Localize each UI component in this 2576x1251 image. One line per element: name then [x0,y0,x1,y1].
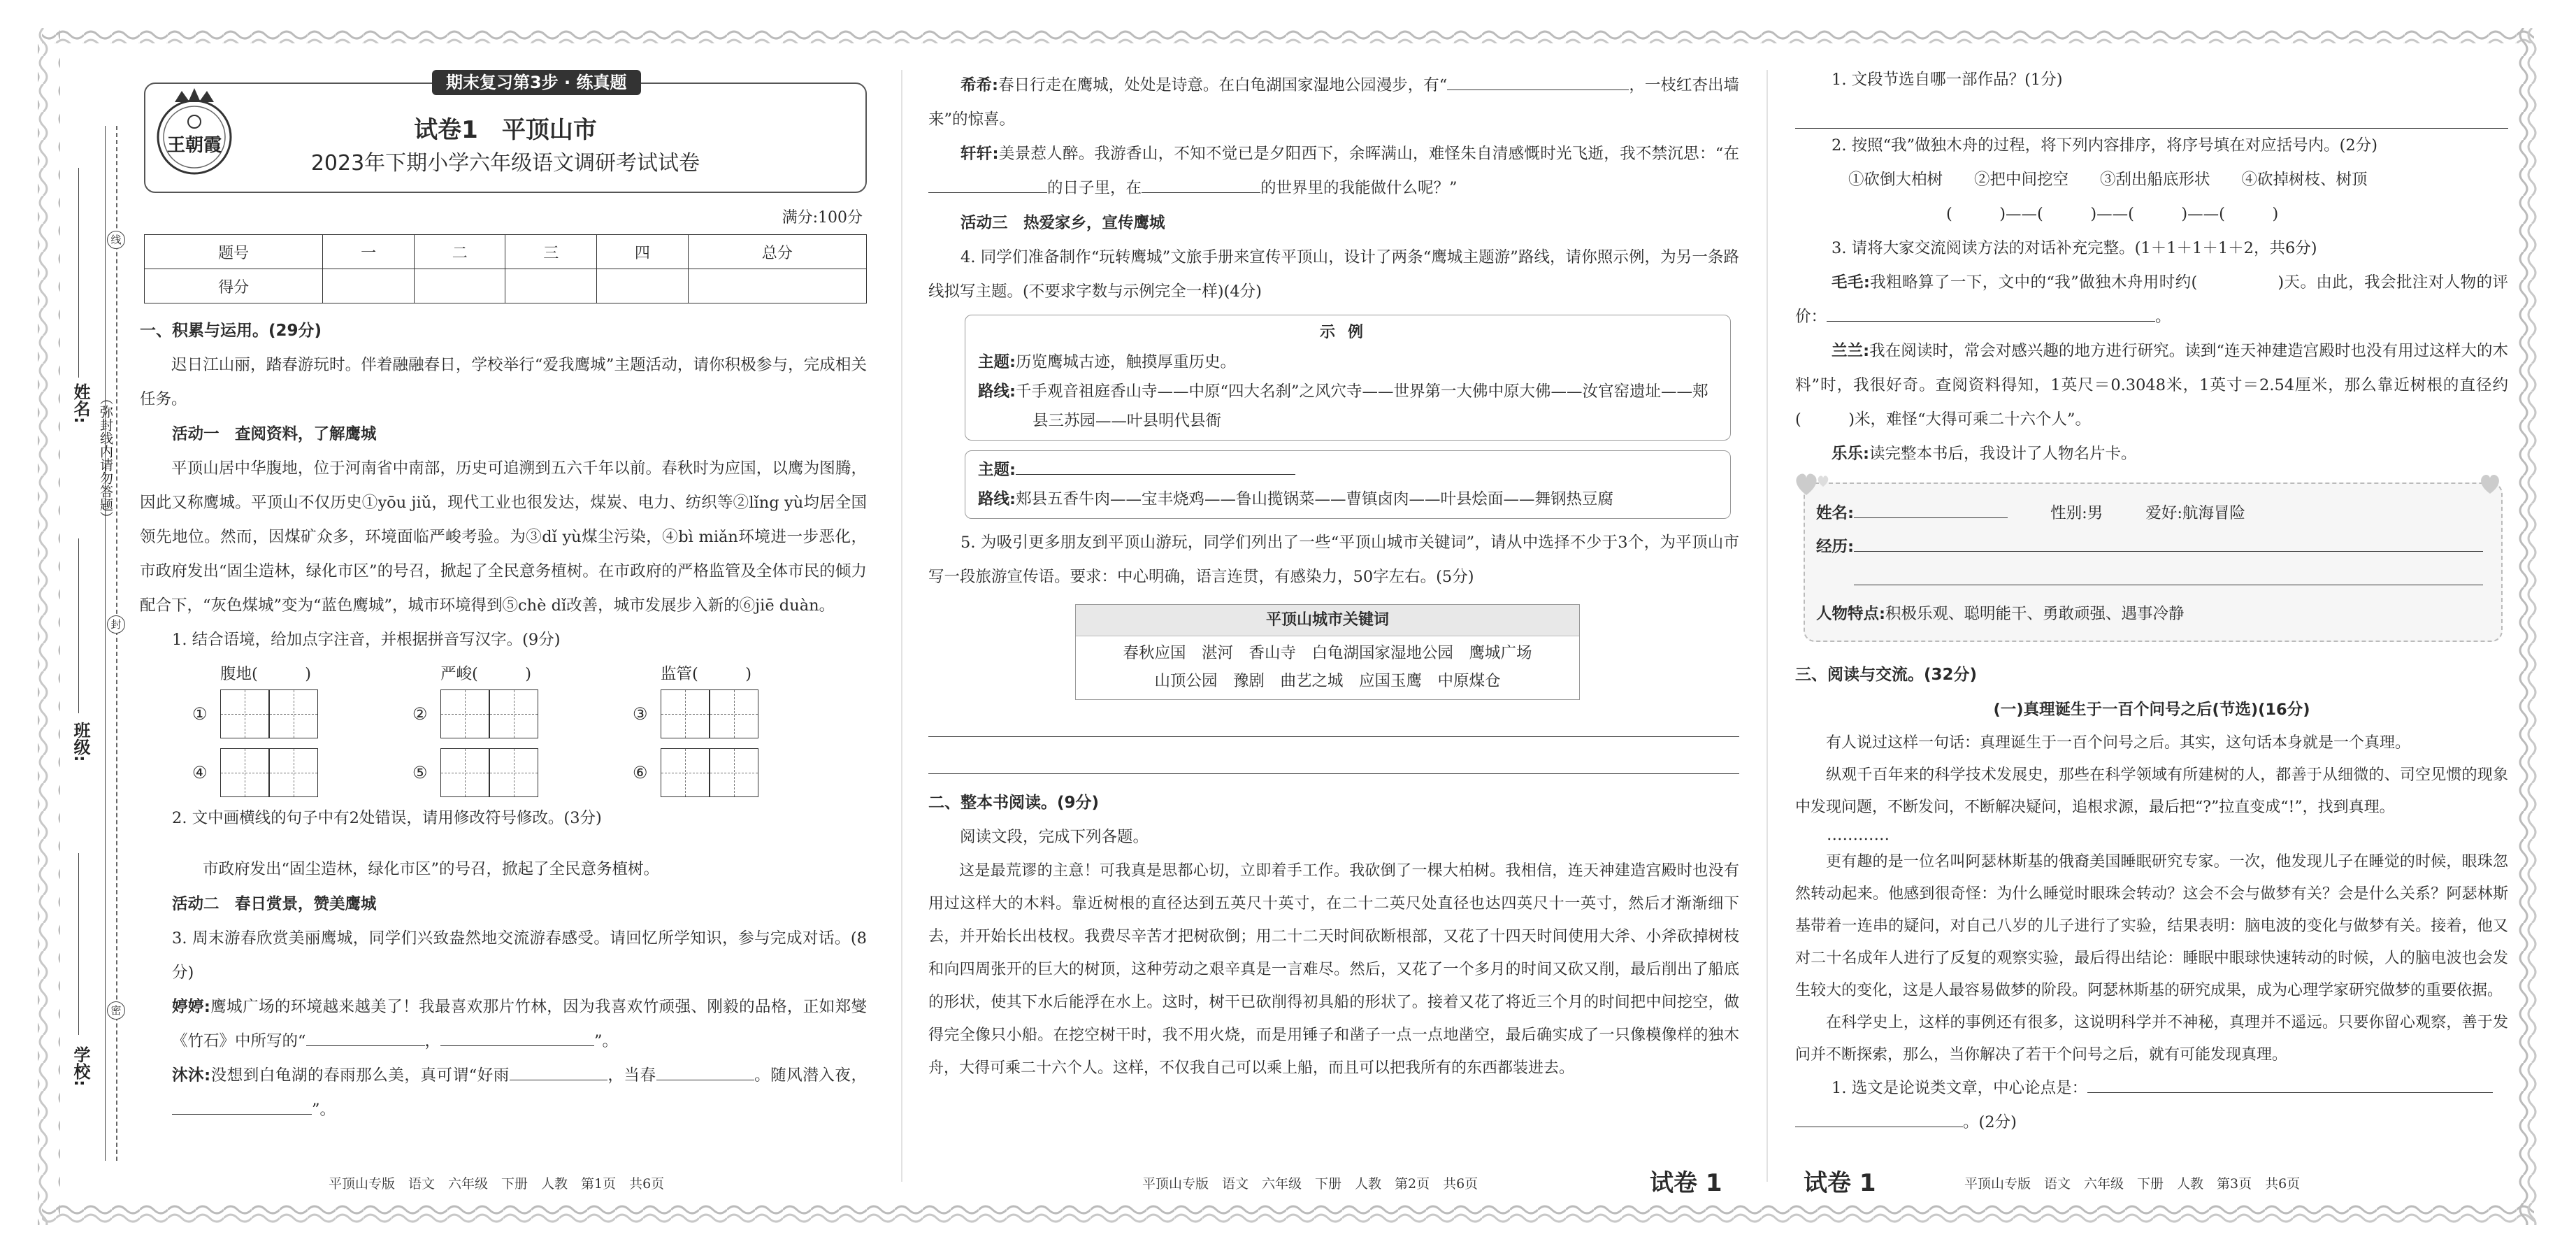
score-cell[interactable] [414,269,505,303]
answer-blank[interactable] [1142,175,1260,193]
seal-note: （弥封线内请勿答题） [98,392,113,524]
answer-blank[interactable] [1827,303,2155,322]
answer-blank[interactable] [440,1028,594,1046]
answer-blank[interactable] [2087,1075,2493,1093]
pinyin-label: 严峻( ) [440,665,532,683]
question-3-dialogue: 3. 请将大家交流阅读方法的对话补充完整。(1＋1＋1＋1＋2，共6分) [1832,239,2317,257]
writing-box[interactable] [269,748,318,797]
exam-page-3 [1795,69,2508,1187]
question-3: 3. 周末游春欣赏美丽鹰城，同学们兴致盎然地交流游春感受。请回忆所学知识，参与完成对话。(8分) [172,929,867,982]
score-cell[interactable] [323,269,415,303]
page-3-footer: 平顶山专版 语文 六年级 下册 人教 第3页 共6页 [1964,1176,2301,1192]
pinyin-label: 腹地( ) [220,665,312,683]
order-items: ①砍倒大柏树 ②把中间挖空 ③刮出船底形状 ④砍掉树枝、树顶 [1848,171,2368,189]
svg-text:王朝霞: 王朝霞 [166,135,222,156]
character-card [1804,482,2503,642]
dialogue-lanlan: 兰兰:我在阅读时，常会对感兴趣的地方进行研究。读到“连天神建造宫殿时也没有用过这样大的木料”时，我很好奇。查阅资料得知，1英尺＝0.3048米，1英寸＝2.54厘米，那么靠近树根的直径约( )米，难怪“大得可乘二十六个人”。 [1795,342,2508,429]
exam-page-2 [928,69,1739,1187]
keywords-line-1: 春秋应国 湛河 香山寺 白龟湖国家湿地公园 鹰城广场 [1123,644,1532,662]
card-exp-blank[interactable] [1854,534,2483,552]
name-field-line[interactable] [78,168,79,378]
activity-2-heading: 活动二 春日赏景，赞美鹰城 [172,895,377,913]
question-2: 2. 文中画横线的句子中有2处错误，请用修改符号修改。(3分) [172,809,602,827]
dialogue-xuanxuan: 轩轩:美景惹人醉。我游香山，不知不觉已是夕阳西下，余晖满山，难怪朱自清感慨时光飞逝，我不禁沉思：“在的日子里，在 的世界里的我能做什么呢？” [928,137,1739,206]
question-1-source: 1. 文段节选自哪一部作品？(1分) [1832,71,2063,89]
route-example-box [965,315,1731,441]
item-number: ③ [633,704,648,724]
exam-page-1 [140,69,867,1187]
book-excerpt: 这是最荒谬的主意！可我真是思都心切，立即着手工作。我砍倒了一棵大柏树。我相信，连天神建造宫殿时也没有用过这样大的木料。靠近树根的直径达到五英尺十英寸，在二十二英尺处直径也达四英尺十一英寸，然后才渐渐细下去，并开始长出枝杈。我费尽辛苦才把树砍倒；用二十二天时间砍断根部，又花了十四天时间使用大斧、小斧砍掉树枝和向四周张开的巨大的树顶，这种劳动之艰辛真是一言难尽。然后，又花了一个多月的时间又砍又削，最后削出了船底的形状，使其下水后能浮在水上。这时，树干已砍削得初具船的形状了。接着又花了将近三个月的时间把中间挖空，做得完全像只小船。在挖空树干时，我不用火烧，而是用锤子和凿子一点一点地凿空，最后确实成了一只像模像样的独木舟，大得可乘二十六个人。这样，不仅我自己可以乘上船，而且可以把我所有的东西都装进去。 [928,862,1739,1077]
card-name-blank[interactable] [1854,500,2008,518]
writing-box[interactable] [489,689,538,738]
reading-para-1: 有人说过这样一句话：真理诞生于一百个问号之后。其实，这句话本身就是一个真理。 [1826,734,2411,752]
context-passage: 平顶山居中华腹地，位于河南省中南部，历史可追溯到五六千年以前。春秋时为应国，以鹰为图腾，因此又称鹰城。平顶山不仅历史①yōu jiǔ，现代工业也很发达，煤炭、电力、纺织等②lǐng yù均居全国领先地位。然而，因煤矿众多，环境面临严峻考验。为③dǐ yù煤尘污染，④bì miǎn环境进一步恶化，市政府发出“固尘造林，绿化市区”的号召，掀起了全民意务植树。在市政府的严格监管及全体市民的倾力配合下，“灰色煤城”变为“蓝色鹰城”，城市环境得到⑤chè dǐ改善，城市发展步入新的⑥jiē duàn。 [140,459,867,615]
exam-header [144,73,867,193]
score-row-label: 得分 [145,269,323,303]
activity-1-heading: 活动一 查阅资料，了解鹰城 [172,425,377,443]
seal-char-2: 封 [107,615,125,634]
exam-paper-mark: 试卷 1 [1650,1169,1722,1197]
seal-char-3: 密 [107,1001,125,1020]
class-label: 班级: [71,722,90,762]
writing-box[interactable] [220,748,269,797]
section-3-heading: 三、阅读与交流。(32分) [1795,666,1978,684]
card-row-4 [1816,597,2490,631]
writing-box[interactable] [661,748,710,797]
reading-title: (一)真理诞生于一百个问号之后(节选)(16分) [1993,701,2310,719]
card-row-3 [1816,564,2490,597]
card-traits-label: 人物特点: [1816,605,1885,623]
question-2-order: 2. 按照“我”做独木舟的过程，将下列内容排序，将序号填在对应括号内。(2分) [1832,136,2377,155]
item-number: ① [192,704,208,724]
card-gender: 性别:男 [2050,504,2103,522]
writing-box[interactable] [269,689,318,738]
question-4: 4. 同学们准备制作“玩转鹰城”文旅手册来宣传平顶山，设计了两条“鹰城主题游”路线，请你照示例，为另一条路线拟写主题。(不要求字数与示例完全一样)(4分) [928,248,1739,301]
dialogue-mumu: 沐沐:没想到白龟湖的春雨那么美，真可谓“好雨 ，当春 。随风潜入夜，”。 [140,1059,867,1127]
keywords-line-2: 山顶公园 豫剧 曲艺之城 应国玉鹰 中原煤仓 [1154,672,1501,690]
card-exp-label: 经历: [1816,538,1854,556]
score-header-cell: 二 [414,235,505,269]
dialogue-tingting: 婷婷:鹰城广场的环境越来越美了！我最喜欢那片竹林，因为我喜欢竹顽强、刚毅的品格，正如郑燮《竹石》中所写的“ ， ”。 [172,998,867,1050]
answer-blank[interactable] [1795,1109,1963,1127]
writing-box[interactable] [440,689,489,738]
card-traits: 积极乐观、聪明能干、勇敢顽强、遇事冷静 [1885,605,2185,623]
city-keywords-box [1075,604,1580,700]
answer-blank[interactable] [1447,72,1629,90]
full-score: 满分:100分 [782,209,863,227]
example-theme: 主题:历览鹰城古迹，触摸厚重历史。 [978,353,1237,371]
section-1-heading: 一、积累与运用。(29分) [140,322,322,340]
answer-blank[interactable] [510,1062,607,1080]
answer-blank[interactable] [656,1062,754,1080]
score-cell[interactable] [688,269,866,303]
review-step-tag: 期末复习第3步 · 练真题 [432,70,641,95]
class-field-line[interactable] [78,538,79,713]
reading-para-2: 纵观千百年来的科学技术发展史，那些在科学领域有所建树的人，都善于从细微的、司空见惯的现象中发现问题，不断发问，不断解决疑问，追根求源，最后把“?”拉直变成“!”，找到真理。 [1795,766,2508,816]
pinyin-label: 监管( ) [661,665,752,683]
route-answer-box [965,450,1731,519]
keywords-title: 平顶山城市关键词 [1076,605,1579,636]
answer-blank[interactable] [306,1028,425,1046]
school-label: 学校: [71,1046,90,1087]
card-hobby: 爱好:航海冒险 [2145,504,2245,522]
dialogue-xixi: 希希:春日行走在鹰城，处处是诗意。在白龟湖国家湿地公园漫步，有“ ，一枝红杏出墙来”的惊喜。 [928,69,1739,137]
reading-instruction: 阅读文段，完成下列各题。 [960,828,1149,846]
exam-subtitle: 2023年下期小学六年级语文调研考试试卷 [310,151,700,176]
exam-title: 试卷1 平顶山市 [414,116,597,144]
theme-answer-blank[interactable] [1016,457,1295,475]
card-row-2 [1816,530,2490,564]
score-header-cell: 一 [323,235,415,269]
item-number: ② [412,704,428,724]
section-2-heading: 二、整本书阅读。(9分) [928,794,1100,812]
answer-route: 路线:郏县五香牛肉——宝丰烧鸡——鲁山揽锅菜——曹镇卤肉——叶县烩面——舞钢热豆腐 [978,490,1614,508]
section-1-intro: 迟日江山丽，踏春游玩时。伴着融融春日，学校举行“爱我鹰城”主题活动，请你积极参与，完成相关任务。 [140,356,867,408]
reading-para-4: 在科学史上，这样的事例还有很多，这说明科学并不神秘，真理并不遥远。只要你留心观察，善于发问并不断探索，那么，当你解决了若干个问号之后，就有可能发现真理。 [1795,1014,2508,1064]
dialogue-lele: 乐乐:读完整本书后，我设计了人物名片卡。 [1832,445,2137,463]
heart-icon [1792,470,1834,498]
card-exp-blank-2[interactable] [1854,567,2483,585]
writing-box[interactable] [220,689,269,738]
reading-para-3: 更有趣的是一位名叫阿瑟林斯基的俄裔美国睡眠研究专家。一次，他发现儿子在睡觉的时候，眼珠忽然转动起来。他感到很奇怪：为什么睡觉时眼珠会转动？这会不会与做梦有关？会是什么关系？阿瑟林斯基带着一连串的疑问，对自己八岁的儿子进行了实验，结果表明：脑电波的变化与做梦有关。接着，他又对二十名成年人进行了反复的观察实验，最后得出结论：睡眠中眼球快速转动的时候，人的脑电波也会发生较大的变化，这是人最容易做梦的阶段。阿瑟林斯基的研究成果，成为心理学家研究做梦的重要依据。 [1795,853,2508,999]
char-grid-row-2 [192,745,867,797]
school-field-line[interactable] [78,853,79,1035]
page-2-footer: 平顶山专版 语文 六年级 下册 人教 第2页 共6页 [1142,1176,1478,1192]
score-header-cell: 总分 [688,235,866,269]
activity-3-heading: 活动三 热爱家乡，宣传鹰城 [960,214,1165,232]
card-name-label: 姓名: [1816,504,1854,522]
item-number: ④ [192,763,208,782]
answer-line[interactable] [928,773,1739,774]
item-number: ⑤ [412,763,428,782]
writing-box[interactable] [661,689,710,738]
writing-box[interactable] [710,748,758,797]
name-label: 姓名: [71,383,90,424]
dialogue-maomao: 毛毛:我粗略算了一下，文中的“我”做独木舟用时约( )天。由此，我会批注对人物的评价： 。 [1795,273,2508,326]
answer-theme: 主题: [978,455,1718,485]
writing-box[interactable] [489,748,538,797]
reading-question-1-cont: 。(2分) [1795,1106,2508,1140]
char-grid-row-1 [192,662,867,738]
page-1-footer: 平顶山专版 语文 六年级 下册 人教 第1页 共6页 [329,1176,665,1192]
score-header-cell: 题号 [145,235,323,269]
question-1: 1. 结合语境，给加点字注音，并根据拼音写汉字。(9分) [172,631,561,649]
exam-paper-mark: 试卷 1 [1804,1169,1876,1197]
card-row-1 [1816,496,2490,530]
example-title: 示例 [1319,324,1376,341]
score-header-cell: 三 [505,235,597,269]
score-cell[interactable] [505,269,597,303]
seal-char-1: 线 [107,231,125,249]
writing-box[interactable] [710,689,758,738]
score-header-cell: 四 [597,235,689,269]
heart-icon [2476,470,2511,498]
answer-blank[interactable] [928,175,1047,193]
score-table [144,234,867,303]
question-2-sentence: 市政府发出“固尘造林，绿化市区”的号召，掀起了全民意务植树。 [203,860,660,878]
answer-line[interactable] [928,736,1739,737]
score-cell[interactable] [597,269,689,303]
item-number: ⑥ [633,763,648,782]
order-parens[interactable]: ( )——( )——( )——( ) [1946,205,2279,223]
question-5: 5. 为吸引更多朋友到平顶山游玩，同学们列出了一些“平顶山城市关键词”，请从中选择不少于3个，为平顶山市写一段旅游宣传语。要求：中心明确，语言连贯，有感染力，50字左右。(5分) [928,534,1739,586]
writing-box[interactable] [440,748,489,797]
binding-line [105,126,106,1161]
answer-blank[interactable] [172,1096,312,1115]
reading-question-1: 1. 选文是论说类文章，中心论点是： [1795,1071,2508,1106]
reading-ellipsis: ………… [1827,826,1890,844]
example-route: 路线:千手观音祖庭香山寺——中原“四大名刹”之风穴寺——世界第一大佛中原大佛——汝官窑遗址——郏县三苏园——叶县明代县衙 [978,383,1708,430]
